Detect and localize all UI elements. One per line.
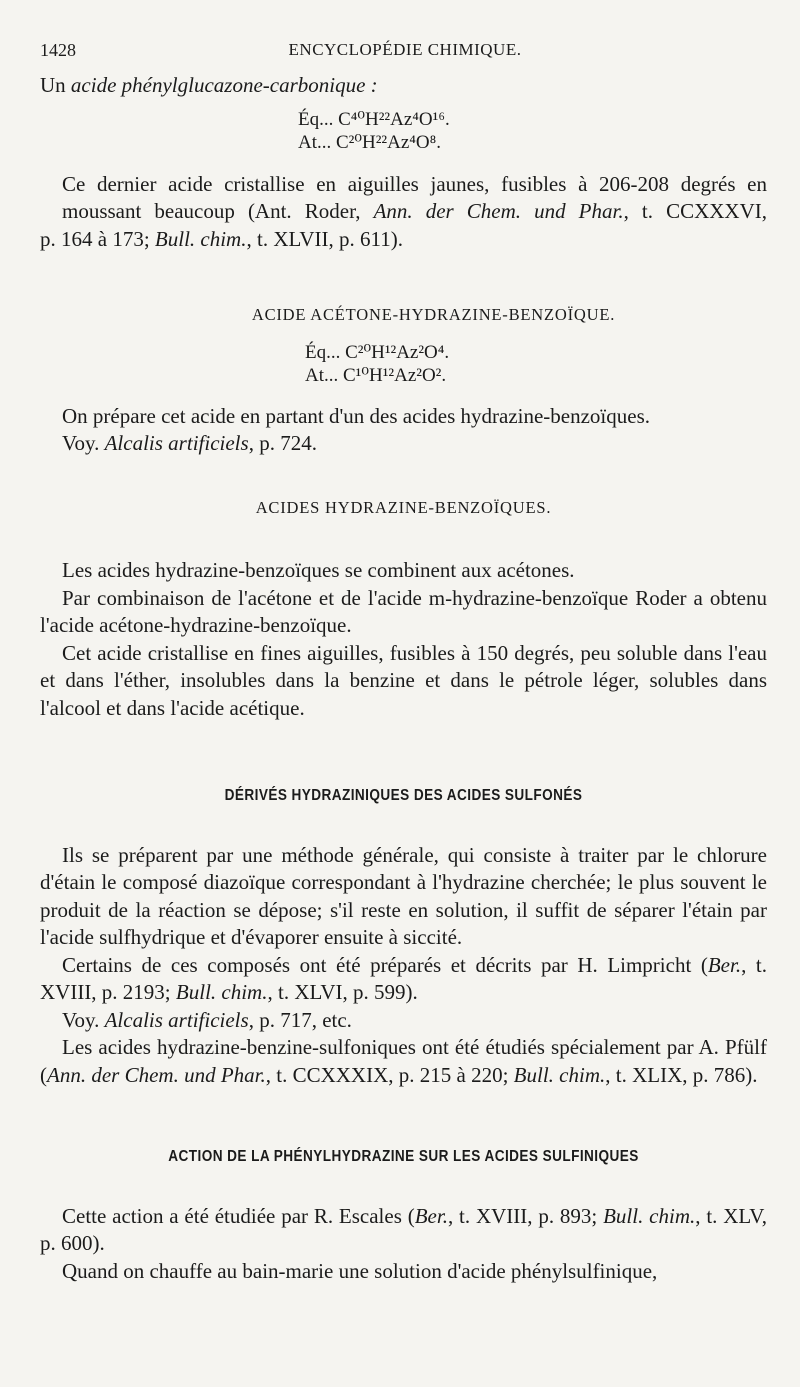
- formula-equivalent: Éq... C²⁰H¹²Az²O⁴.: [305, 341, 450, 363]
- text-run: , t. XLIX, p. 786).: [605, 1062, 758, 1087]
- text-run: p. 164 à 173;: [40, 226, 155, 251]
- section-heading: DÉRIVÉS HYDRAZINIQUES DES ACIDES SULFONÉS: [224, 787, 583, 804]
- paragraph: Cet acide cristallise en fines aiguilles, fusibles à 150 degrés, peu soluble dans l'eau et dans l'éther, insolubles dans la benzine et dans le pétrole léger, solubles dans l'alcool et dans l'acide acétique.: [40, 640, 767, 720]
- citation-journal: Ber.: [707, 952, 742, 977]
- paragraph: [40, 403, 767, 458]
- formula-block: [298, 108, 767, 154]
- text-run: , p. 717, etc.: [248, 1007, 352, 1032]
- text-run: Cette action a été étudiée par R. Escales (: [62, 1203, 415, 1228]
- text-run: , t. XLVI, p. 599).: [267, 980, 418, 1004]
- citation-journal: Bull. chim.: [154, 226, 247, 251]
- paragraph: Par combinaison de l'acétone et de l'acide m-hydrazine-benzoïque Roder a obtenu l'acide acétone-hydrazine-benzoïque.: [40, 585, 767, 637]
- formula-atomic: At... C¹⁰H¹²Az²O².: [305, 364, 447, 386]
- paragraph: [40, 1203, 767, 1258]
- compound-name: acide phénylglucazone-carbonique :: [70, 73, 378, 97]
- intro-prefix: Un: [40, 73, 71, 97]
- page-number: 1428: [40, 40, 76, 60]
- paragraph: [40, 171, 767, 254]
- text-line: [40, 226, 767, 254]
- text-run: , t. XVIII, p. 893;: [447, 1203, 604, 1228]
- section-heading: ACIDE ACÉTONE-HYDRAZINE-BENZOÏQUE.: [251, 305, 616, 324]
- running-title: ENCYCLOPÉDIE CHIMIQUE.: [288, 40, 522, 59]
- section-heading: ACTION DE LA PHÉNYLHYDRAZINE SUR LES ACIDES SULFINIQUES: [168, 1148, 639, 1165]
- formula-equivalent: Éq... C⁴⁰H²²Az⁴O¹⁶.: [298, 108, 450, 130]
- page-body: [40, 72, 767, 1285]
- formula-block: [305, 341, 767, 387]
- text-run: , t. XVIII, p. 2193;: [40, 952, 767, 1004]
- citation-journal: Bull. chim.: [603, 1203, 696, 1228]
- paragraph: Quand on chauffe au bain-marie une solution d'acide phénylsulfinique,: [62, 1258, 658, 1283]
- intro-line: [40, 72, 767, 100]
- citation-journal: Bull. chim.: [175, 980, 268, 1004]
- citation-journal: Ann. der Chem. und Phar.: [373, 199, 624, 223]
- citation-journal: Bull. chim.: [513, 1062, 606, 1087]
- text-run: , t. XLVII, p. 611).: [246, 226, 403, 251]
- text-line: [40, 430, 767, 458]
- text-line: On prépare cet acide en partant d'un des acides hydrazine-benzoïques.: [62, 403, 651, 428]
- text-run: , t. CCXXXIX, p. 215 à 220;: [265, 1062, 514, 1087]
- text-line: Ce dernier acide cristallise en aiguilles jaunes, fusibles à 206-208 degrés en: [62, 171, 767, 196]
- paragraph: [40, 1007, 767, 1035]
- citation-journal: Ann. der Chem. und Phar.: [47, 1062, 266, 1087]
- text-run: Les acides hydrazine-benzine-sulfoniques ont été étudiés spécialement par A. Pfülf (: [40, 1035, 767, 1087]
- text-run: , t. XLV, p. 600).: [40, 1203, 768, 1255]
- paragraph: Ils se préparent par une méthode générale, qui consiste à traiter par le chlorure d'étain le composé diazoïque correspondant à l'hydrazine cherchée; le plus souvent le produit de la réaction se dépose; s'il reste en solution, il suffit de séparer l'étain par l'acide sulfhydrique et d'évaporer ensuite à siccité.: [40, 842, 767, 949]
- paragraph: [40, 952, 767, 1007]
- formula-atomic: At... C²⁰H²²Az⁴O⁸.: [298, 131, 441, 153]
- page-header: [40, 40, 770, 66]
- text-run: , t. CCXXXVI,: [623, 199, 767, 223]
- citation-journal: Ber.: [414, 1203, 448, 1228]
- cross-reference: Alcalis artificiels: [104, 431, 249, 455]
- text-line: [40, 198, 767, 226]
- text-run: Voy.: [62, 431, 105, 455]
- section-heading: ACIDES HYDRAZINE-BENZOÏQUES.: [255, 497, 552, 517]
- text-run: moussant beaucoup (Ant. Roder,: [62, 199, 374, 223]
- text-run: Certains de ces composés ont été préparés et décrits par H. Limpricht (: [62, 952, 708, 977]
- paragraph: Les acides hydrazine-benzoïques se combinent aux acétones.: [62, 558, 575, 582]
- text-run: , p. 724.: [248, 431, 317, 455]
- cross-reference: Alcalis artificiels: [104, 1007, 249, 1032]
- text-run: Voy.: [62, 1007, 105, 1032]
- paragraph: [40, 1034, 767, 1089]
